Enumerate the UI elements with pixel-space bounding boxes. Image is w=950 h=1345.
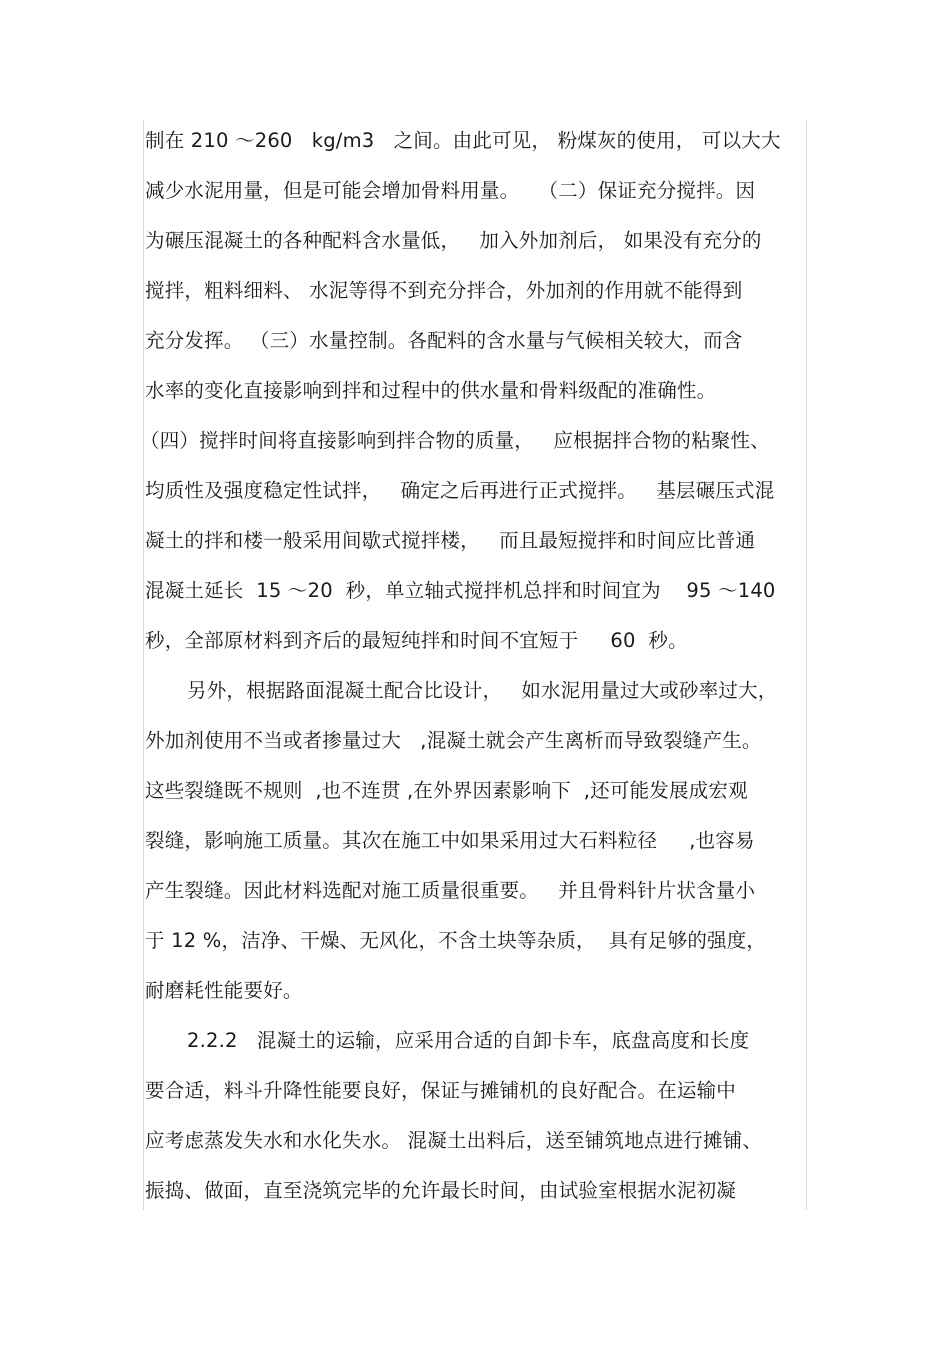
text-line: 制在 210 ～260 kg/m3 之间。由此可见， 粉煤灰的使用， 可以大大 [145,129,781,152]
text-line: 为碾压混凝土的各种配料含水量低， 加入外加剂后， 如果没有充分的 [145,229,762,252]
document-body [140,116,807,1216]
text-line: 外加剂使用不当或者掺量过大 ,混凝土就会产生离析而导致裂缝产生。 [145,729,762,752]
text-line: 凝土的拌和楼一般采用间歇式搅拌楼， 而且最短搅拌和时间应比普通 [145,529,756,552]
text-line: 裂缝，影响施工质量。其次在施工中如果采用过大石料粒径 ,也容易 [145,829,755,852]
page-border-left [143,120,144,1210]
text-line: 这些裂缝既不规则 ,也不连贯 ,在外界因素影响下 ,还可能发展成宏观 [145,779,748,802]
text-line: 要合适，料斗升降性能要良好，保证与摊铺机的良好配合。在运输中 [145,1079,737,1102]
text-line: 产生裂缝。因此材料选配对施工质量很重要。 并且骨料针片状含量小 [145,879,756,902]
text-line: 应考虑蒸发失水和水化失水。 混凝土出料后，送至铺筑地点进行摊铺、 [145,1129,763,1152]
text-line: 耐磨耗性能要好。 [145,979,303,1002]
text-line: （四）搅拌时间将直接影响到拌合物的质量， 应根据拌合物的粘聚性、 [140,429,770,452]
text-line: 振捣、做面，直至浇筑完毕的允许最长时间，由试验室根据水泥初凝 [145,1179,737,1202]
text-line: 混凝土延长 15 ～20 秒，单立轴式搅拌机总拌和时间宜为 95 ～140 [145,579,776,602]
text-line: 充分发挥。 （三）水量控制。各配料的含水量与气候相关较大，而含 [145,329,743,352]
text-line: 搅拌，粗料细料、 水泥等得不到充分拌合，外加剂的作用就不能得到 [145,279,743,302]
section-heading-line: 2.2.2 混凝土的运输，应采用合适的自卸卡车，底盘高度和长度 [187,1029,750,1052]
text-line: 均质性及强度稳定性试拌， 确定之后再进行正式搅拌。 基层碾压式混 [145,479,775,502]
text-line: 水率的变化直接影响到拌和过程中的供水量和骨料级配的准确性。 [145,379,717,402]
text-line: 于 12 %，洁净、干燥、无风化，不含土块等杂质， 具有足够的强度， [145,929,767,952]
text-line: 减少水泥用量，但是可能会增加骨料用量。 （二）保证充分搅拌。因 [145,179,756,202]
paragraph-first-line: 另外，根据路面混凝土配合比设计， 如水泥用量过大或砂率过大， [187,679,778,702]
text-line: 秒，全部原材料到齐后的最短纯拌和时间不宜短于 60 秒。 [145,629,688,652]
